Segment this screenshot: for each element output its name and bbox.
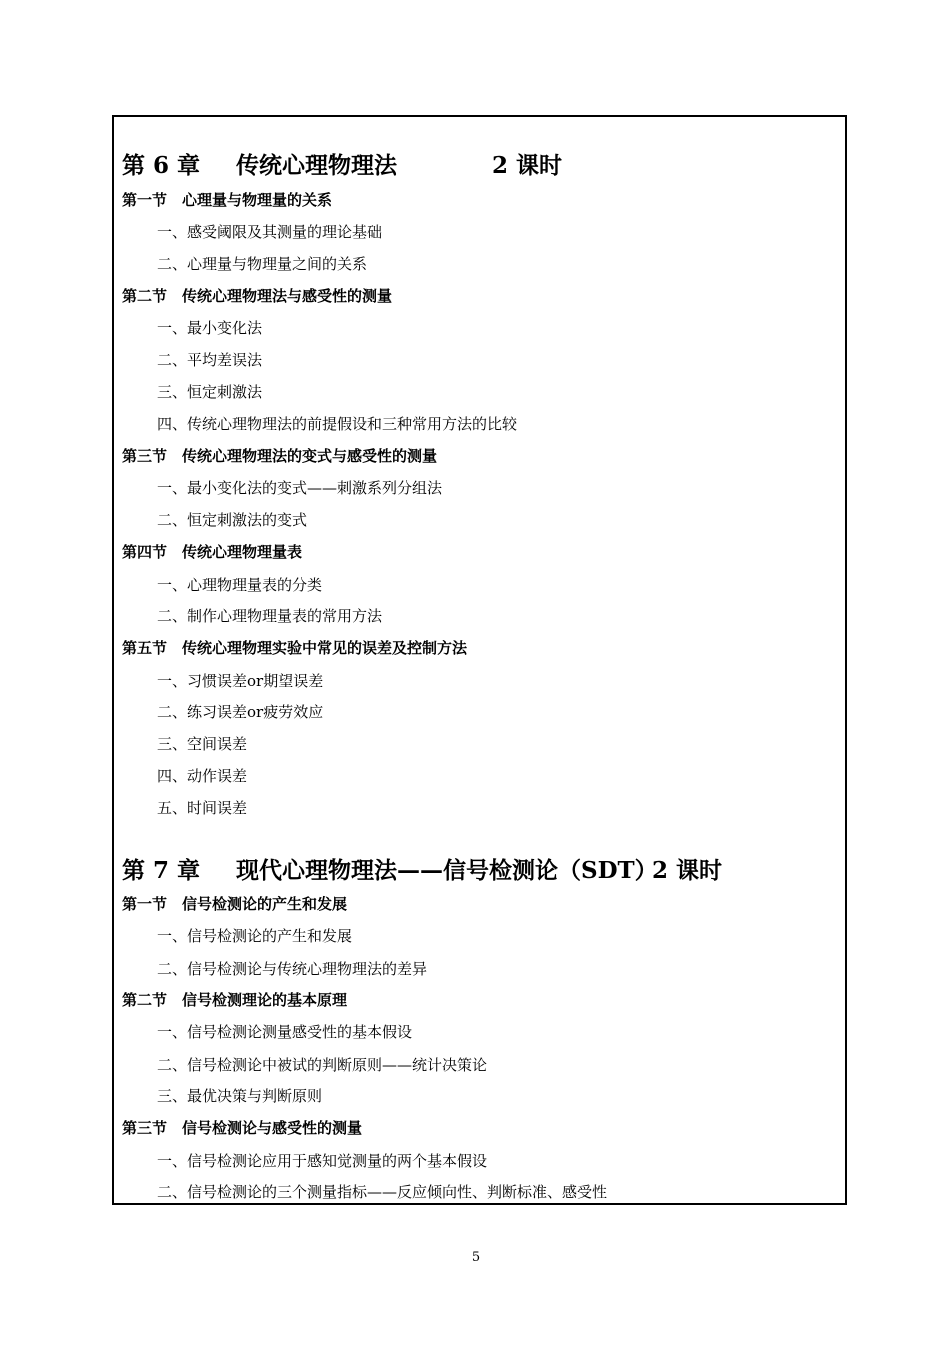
list-item: 二、恒定刺激法的变式 xyxy=(157,511,308,529)
chapter-hours: 2 课时 xyxy=(652,857,723,884)
list-item: 二、练习误差or疲劳效应 xyxy=(157,703,324,721)
chapter-hours: 2 课时 xyxy=(492,152,563,179)
chapter-title: 现代心理物理法——信号检测论（SDT） xyxy=(236,857,658,884)
chapter-7-heading xyxy=(122,859,722,882)
section-heading: 第五节 传统心理物理实验中常见的误差及控制方法 xyxy=(122,639,468,657)
section-heading: 第三节 信号检测论与感受性的测量 xyxy=(122,1119,363,1137)
section-heading: 第四节 传统心理物理量表 xyxy=(122,543,303,561)
list-item: 四、传统心理物理法的前提假设和三种常用方法的比较 xyxy=(157,415,518,433)
list-item: 一、信号检测论测量感受性的基本假设 xyxy=(157,1023,413,1041)
section-heading: 第一节 信号检测论的产生和发展 xyxy=(122,895,348,913)
section-heading: 第二节 传统心理物理法与感受性的测量 xyxy=(122,287,393,305)
content-frame xyxy=(112,115,847,1205)
list-item: 一、感受阈限及其测量的理论基础 xyxy=(157,223,383,241)
chapter-label: 第 7 章 xyxy=(122,857,201,884)
list-item: 一、信号检测论的产生和发展 xyxy=(157,927,353,945)
list-item: 一、信号检测论应用于感知觉测量的两个基本假设 xyxy=(157,1152,488,1170)
list-item: 二、信号检测论中被试的判断原则——统计决策论 xyxy=(157,1056,488,1074)
list-item: 二、信号检测论与传统心理物理法的差异 xyxy=(157,960,428,978)
list-item: 一、习惯误差or期望误差 xyxy=(157,672,324,690)
section-heading: 第三节 传统心理物理法的变式与感受性的测量 xyxy=(122,447,438,465)
list-item: 三、空间误差 xyxy=(157,735,248,753)
chapter-title: 传统心理物理法 xyxy=(236,152,397,179)
list-item: 一、心理物理量表的分类 xyxy=(157,576,323,594)
chapter-6-heading xyxy=(122,154,562,177)
page-number: 5 xyxy=(471,1250,481,1265)
list-item: 二、平均差误法 xyxy=(157,351,263,369)
list-item: 一、最小变化法的变式——刺激系列分组法 xyxy=(157,479,443,497)
list-item: 二、心理量与物理量之间的关系 xyxy=(157,255,368,273)
list-item: 三、恒定刺激法 xyxy=(157,383,263,401)
list-item: 二、信号检测论的三个测量指标——反应倾向性、判断标准、感受性 xyxy=(157,1183,608,1201)
chapter-label: 第 6 章 xyxy=(122,152,201,179)
list-item: 五、时间误差 xyxy=(157,799,248,817)
list-item: 三、最优决策与判断原则 xyxy=(157,1087,323,1105)
list-item: 二、制作心理物理量表的常用方法 xyxy=(157,607,383,625)
list-item: 四、动作误差 xyxy=(157,767,248,785)
list-item: 一、最小变化法 xyxy=(157,319,263,337)
section-heading: 第一节 心理量与物理量的关系 xyxy=(122,191,333,209)
section-heading: 第二节 信号检测理论的基本原理 xyxy=(122,991,348,1009)
